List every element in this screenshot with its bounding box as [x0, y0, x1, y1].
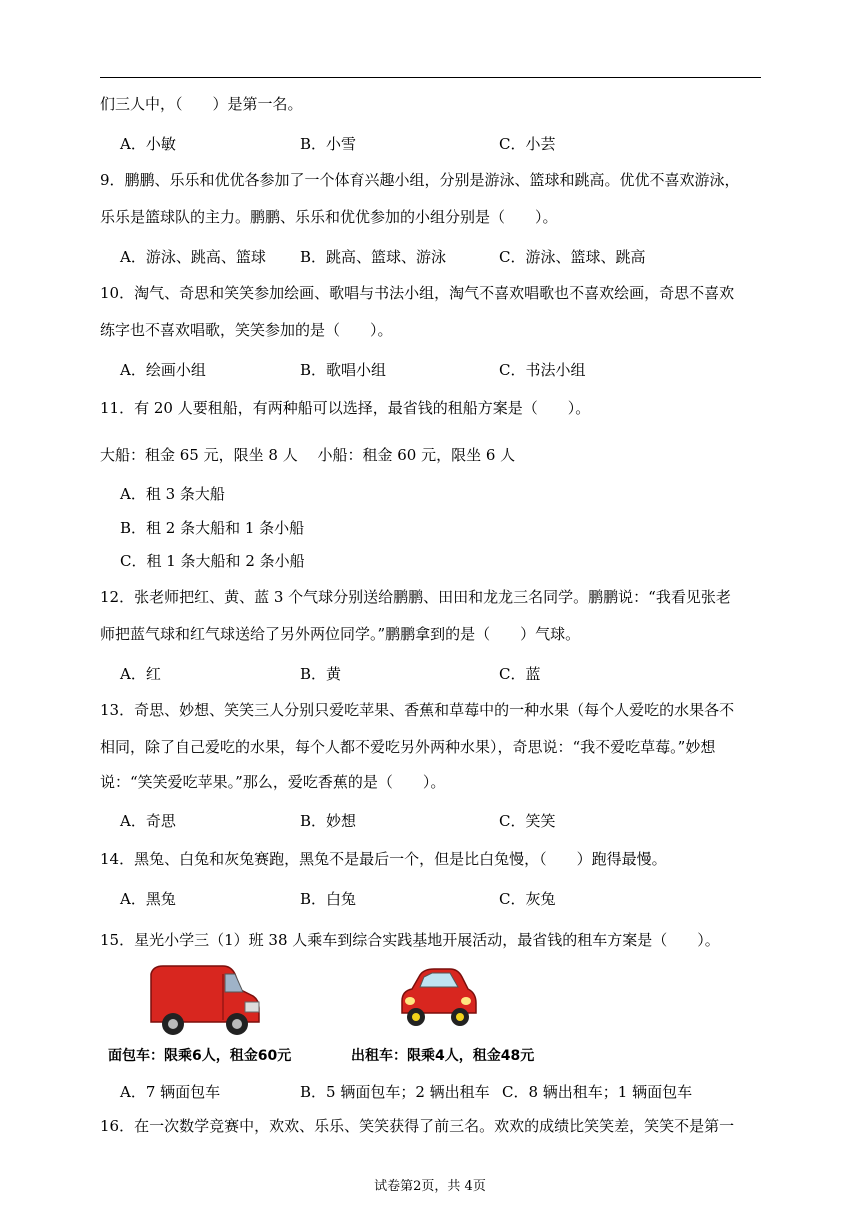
q10-text-line1: 10．淘气、奇思和笑笑参加绘画、歌唱与书法小组，淘气不喜欢唱歌也不喜欢绘画，奇思不喜欢: [100, 284, 735, 302]
q9-option-a[interactable]: A．游泳、跳高、篮球: [120, 248, 266, 266]
red-car-icon: [396, 965, 478, 1033]
q9-text-line1: 9．鹏鹏、乐乐和优优各参加了一个体育兴趣小组，分别是游泳、篮球和跳高。优优不喜欢游泳，: [100, 171, 740, 189]
q14-option-c[interactable]: C．灰兔: [499, 890, 556, 908]
q9-text-line2: 乐乐是篮球队的主力。鹏鹏、乐乐和优优参加的小组分别是（ ）。: [100, 208, 558, 226]
q11-option-c[interactable]: C．租 1 条大船和 2 条小船: [120, 552, 305, 570]
q13-text-line2: 相同，除了自己爱吃的水果，每个人都不爱吃另外两种水果），奇思说：“我不爱吃草莓。”妙想: [100, 738, 716, 756]
q12-option-b[interactable]: B．黄: [300, 665, 342, 683]
q13-option-c[interactable]: C．笑笑: [499, 812, 556, 830]
header-rule: [100, 77, 761, 78]
q10-option-b[interactable]: B．歌唱小组: [300, 361, 387, 379]
q12-text-line1: 12．张老师把红、黄、蓝 3 个气球分别送给鹏鹏、田田和龙龙三名同学。鹏鹏说：“我看见张老: [100, 588, 731, 606]
q13-text-line1: 13．奇思、妙想、笑笑三人分别只爱吃苹果、香蕉和草莓中的一种水果（每个人爱吃的水果各不: [100, 701, 735, 719]
q13-option-a[interactable]: A．奇思: [120, 812, 176, 830]
q12-option-a[interactable]: A．红: [120, 665, 161, 683]
q15-option-b[interactable]: B．5 辆面包车；2 辆出租车: [300, 1083, 490, 1101]
q15-option-a[interactable]: A．7 辆面包车: [120, 1083, 221, 1101]
q8-option-b[interactable]: B．小雪: [300, 135, 357, 153]
q9-option-b[interactable]: B．跳高、篮球、游泳: [300, 248, 447, 266]
q13-text-line3: 说：“笑笑爱吃苹果。”那么，爱吃香蕉的是（ ）。: [100, 773, 446, 791]
q11-text-line2: 大船：租金 65 元，限坐 8 人 小船：租金 60 元，限坐 6 人: [100, 446, 516, 464]
q14-text: 14．黑兔、白兔和灰兔赛跑，黑兔不是最后一个，但是比白兔慢，（ ）跑得最慢。: [100, 850, 667, 868]
q8-option-a[interactable]: A．小敏: [120, 135, 176, 153]
q10-text-line2: 练字也不喜欢唱歌，笑笑参加的是（ ）。: [100, 321, 393, 339]
page-footer: 试卷第2页，共 4页: [374, 1179, 486, 1194]
q11-option-a[interactable]: A．租 3 条大船: [120, 485, 225, 503]
q12-text-line2: 师把蓝气球和红气球送给了另外两位同学。”鹏鹏拿到的是（ ）气球。: [100, 625, 581, 643]
q13-option-b[interactable]: B．妙想: [300, 812, 357, 830]
red-van-icon: [145, 960, 265, 1040]
q11-text-line1: 11．有 20 人要租船，有两种船可以选择，最省钱的租船方案是（ ）。: [100, 399, 591, 417]
q8-text: 们三人中，（ ）是第一名。: [100, 95, 303, 113]
q14-option-a[interactable]: A．黑兔: [120, 890, 176, 908]
q9-option-c[interactable]: C．游泳、篮球、跳高: [499, 248, 646, 266]
q11-option-b[interactable]: B．租 2 条大船和 1 条小船: [120, 519, 305, 537]
q10-option-a[interactable]: A．绘画小组: [120, 361, 206, 379]
q10-option-c[interactable]: C．书法小组: [499, 361, 586, 379]
q15-text: 15．星光小学三（1）班 38 人乘车到综合实践基地开展活动，最省钱的租车方案是（ ）。: [100, 931, 720, 949]
q15-option-c[interactable]: C．8 辆出租车；1 辆面包车: [502, 1083, 693, 1101]
van-caption: 面包车：限乘6人，租金60元: [108, 1048, 292, 1064]
taxi-caption: 出租车：限乘4人，租金48元: [351, 1048, 535, 1064]
q8-option-c[interactable]: C．小芸: [499, 135, 556, 153]
q12-option-c[interactable]: C．蓝: [499, 665, 541, 683]
q14-option-b[interactable]: B．白兔: [300, 890, 357, 908]
q16-text: 16．在一次数学竞赛中，欢欢、乐乐、笑笑获得了前三名。欢欢的成绩比笑笑差，笑笑不是第一: [100, 1117, 735, 1135]
